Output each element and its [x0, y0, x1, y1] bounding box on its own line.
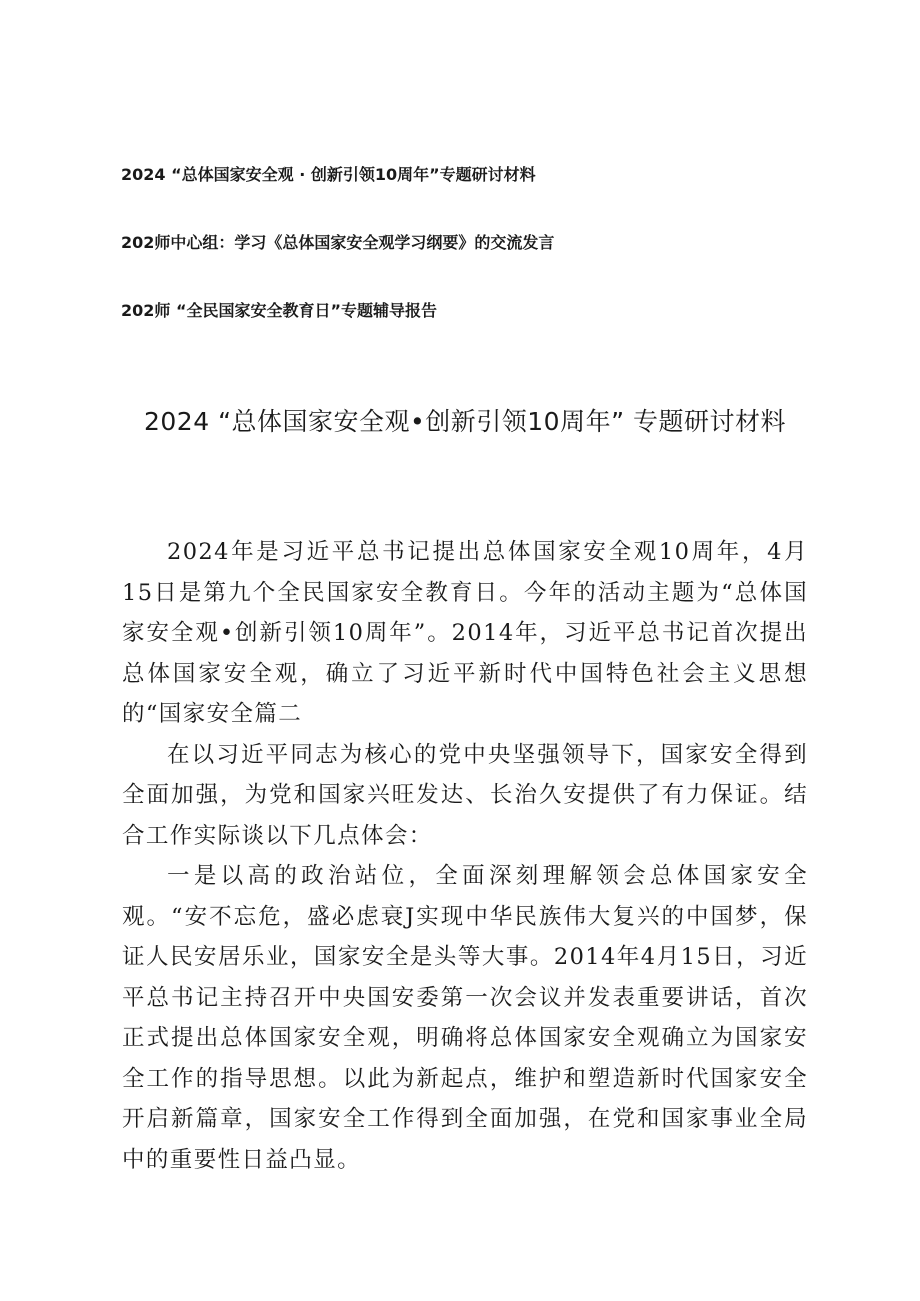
toc-item-1: 2024 “总体国家安全观 · 创新引领10周年”专题研讨材料	[121, 165, 536, 184]
paragraph-1: 2024年是习近平总书记提出总体国家安全观10周年，4月15日是第九个全民国家安全教育日。今年的活动主题为“总体国家安全观•创新引领10周年”。2014年，习近平总书记首次提出总体国家安全观，确立了习近平新时代中国特色社会主义思想的“国家安全篇二	[122, 539, 808, 727]
article-title: 2024 “总体国家安全观•创新引领10周年” 专题研讨材料	[144, 407, 786, 436]
paragraph-3: 一是以高的政治站位，全面深刻理解领会总体国家安全观。“安不忘危，盛必虑衰J实现中华民族伟大复兴的中国梦，保证人民安居乐业，国家安全是头等大事。2014年4月15日，习近平总书记主持召开中央国安委第一次会议并发表重要讲话，首次正式提出总体国家安全观，明确将总体国家安全观确立为国家安全工作的指导思想。以此为新起点，维护和塑造新时代国家安全开启新篇章，国家安全工作得到全面加强，在党和国家事业全局中的重要性日益凸显。	[122, 863, 808, 1173]
toc-item-2: 202师中心组：学习《总体国家安全观学习纲要》的交流发言	[121, 233, 555, 252]
article-body	[122, 532, 808, 1180]
paragraph-2: 在以习近平同志为核心的党中央坚强领导下，国家安全得到全面加强，为党和国家兴旺发达、长治久安提供了有力保证。结合工作实际谈以下几点体会：	[122, 741, 808, 849]
table-of-contents	[121, 165, 821, 369]
toc-item-3: 202师 “全民国家安全教育日”专题辅导报告	[121, 301, 438, 320]
